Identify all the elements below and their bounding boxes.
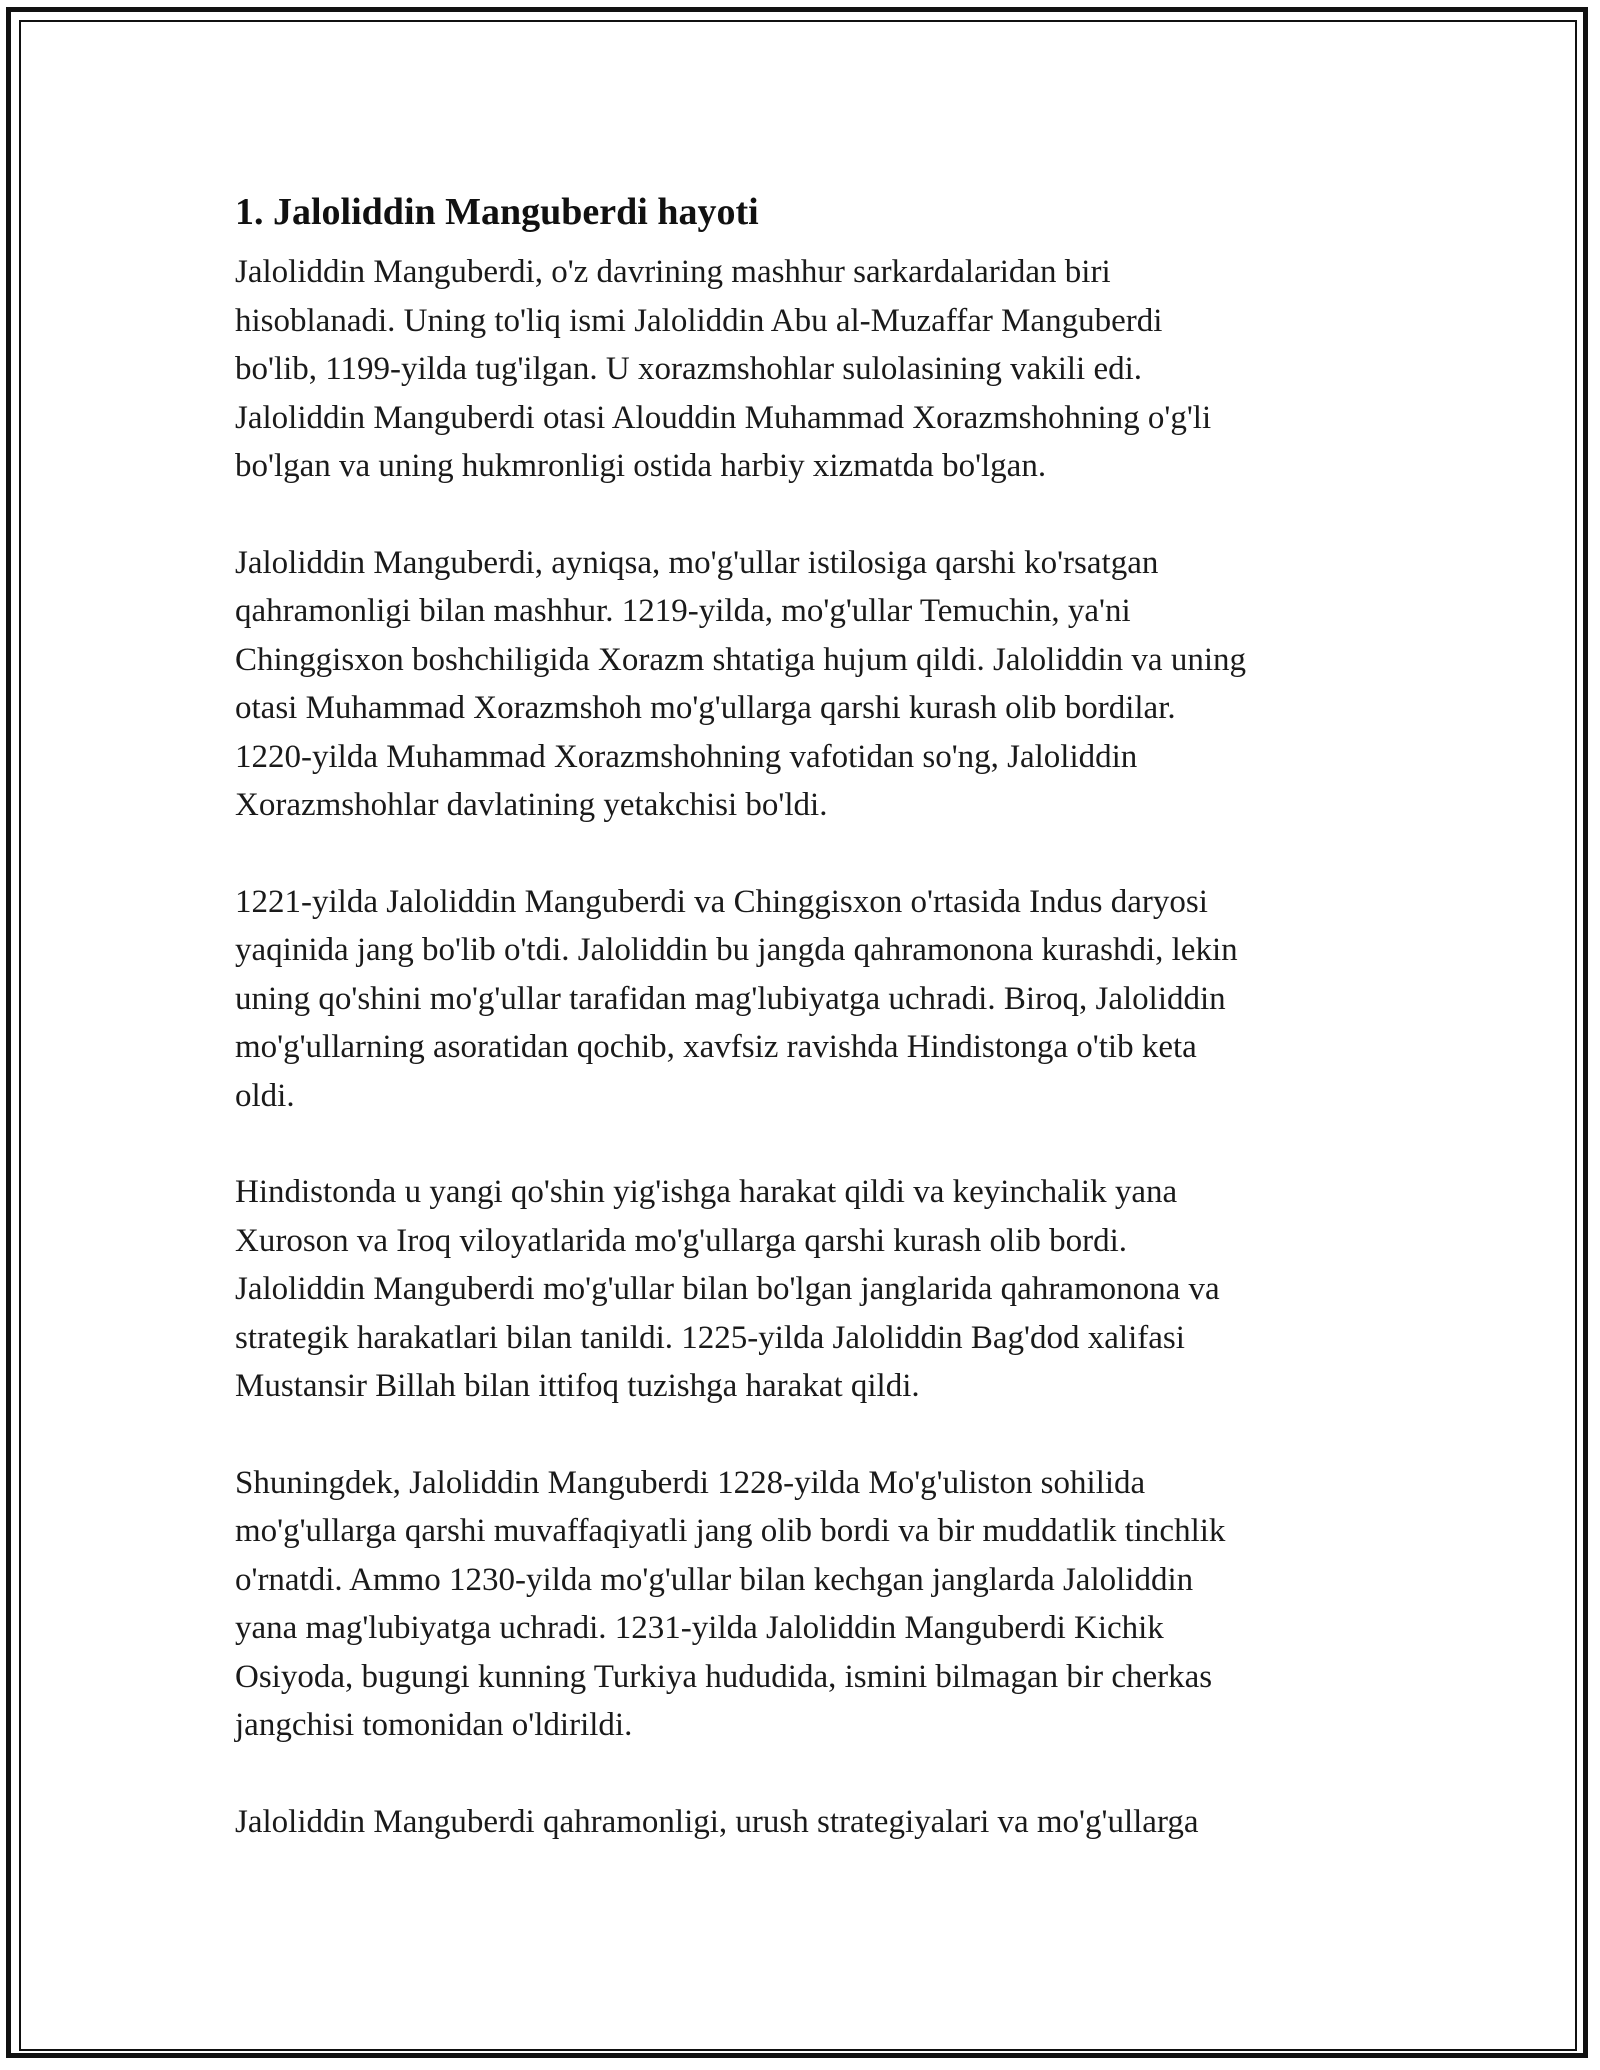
text-line: Jaloliddin Manguberdi, o'z davrining mashhur sarkardalaridan biri	[235, 254, 1111, 290]
paragraph-5	[235, 1459, 1375, 1750]
text-line: Xorazmshohlar davlatining yetakchisi bo'ldi.	[235, 787, 828, 823]
text-line: strategik harakatlari bilan tanildi. 1225-yilda Jaloliddin Bag'dod xalifasi	[235, 1319, 1185, 1356]
text-line: bo'lib, 1199-yilda tug'ilgan. U xorazmshohlar sulolasining vakili edi.	[235, 351, 1143, 387]
text-line: mo'g'ullarga qarshi muvaffaqiyatli jang olib bordi va bir muddatlik tinchlik	[235, 1513, 1226, 1549]
paragraph-3	[235, 878, 1375, 1121]
paragraph-4	[235, 1168, 1375, 1411]
text-line: Jaloliddin Manguberdi, ayniqsa, mo'g'ullar istilosiga qarshi ko'rsatgan	[235, 544, 1159, 581]
text-line: o'rnatdi. Ammo 1230-yilda mo'g'ullar bilan kechgan janglarda Jaloliddin	[235, 1561, 1194, 1598]
text-line: Shuningdek, Jaloliddin Manguberdi 1228-yilda Mo'g'uliston sohilida	[235, 1464, 1146, 1501]
paragraph-2	[235, 539, 1375, 830]
section-heading: 1. Jaloliddin Manguberdi hayoti	[235, 191, 759, 233]
text-line: yana mag'lubiyatga uchradi. 1231-yilda Jaloliddin Manguberdi Kichik	[235, 1610, 1164, 1646]
text-line: Jaloliddin Manguberdi mo'g'ullar bilan bo'lgan janglarida qahramonona va	[235, 1271, 1220, 1307]
text-line: mo'g'ullarning asoratidan qochib, xavfsiz ravishda Hindistonga o'tib keta	[235, 1029, 1197, 1065]
text-line: Xuroson va Iroq viloyatlarida mo'g'ullarga qarshi kurash olib bordi.	[235, 1222, 1128, 1259]
text-line: 1220-yilda Muhammad Xorazmshohning vafotidan so'ng, Jaloliddin	[235, 738, 1138, 775]
text-line: Osiyoda, bugungi kunning Turkiya hududida, ismini bilmagan bir cherkas	[235, 1658, 1213, 1695]
text-line: bo'lgan va uning hukmronligi ostida harbiy xizmatda bo'lgan.	[235, 448, 1047, 484]
text-line: jangchisi tomonidan o'ldirildi.	[235, 1707, 633, 1743]
text-line: Mustansir Billah bilan ittifoq tuzishga harakat qildi.	[235, 1368, 920, 1404]
document-body	[235, 188, 1375, 1894]
text-line: Jaloliddin Manguberdi qahramonligi, urush strategiyalari va mo'g'ullarga	[235, 1803, 1199, 1840]
text-line: Hindistonda u yangi qo'shin yig'ishga harakat qildi va keyinchalik yana	[235, 1174, 1178, 1210]
text-line: uning qo'shini mo'g'ullar tarafidan mag'lubiyatga uchradi. Biroq, Jaloliddin	[235, 980, 1226, 1017]
text-line: hisoblanadi. Uning to'liq ismi Jaloliddin Abu al-Muzaffar Manguberdi	[235, 302, 1163, 339]
text-line: otasi Muhammad Xorazmshoh mo'g'ullarga qarshi kurash olib bordilar.	[235, 690, 1176, 726]
text-line: qahramonligi bilan mashhur. 1219-yilda, mo'g'ullar Temuchin, ya'ni	[235, 593, 1131, 629]
paragraph-1	[235, 248, 1375, 491]
text-line: oldi.	[235, 1077, 295, 1114]
text-line: Jaloliddin Manguberdi otasi Alouddin Muhammad Xorazmshohning o'g'li	[235, 399, 1212, 436]
paragraph-6	[235, 1798, 1375, 1847]
text-line: 1221-yilda Jaloliddin Manguberdi va Chinggisxon o'rtasida Indus daryosi	[235, 883, 1208, 920]
text-line: Chinggisxon boshchiligida Xorazm shtatiga hujum qildi. Jaloliddin va uning	[235, 641, 1246, 678]
text-line: yaqinida jang bo'lib o'tdi. Jaloliddin bu jangda qahramonona kurashdi, lekin	[235, 932, 1238, 968]
